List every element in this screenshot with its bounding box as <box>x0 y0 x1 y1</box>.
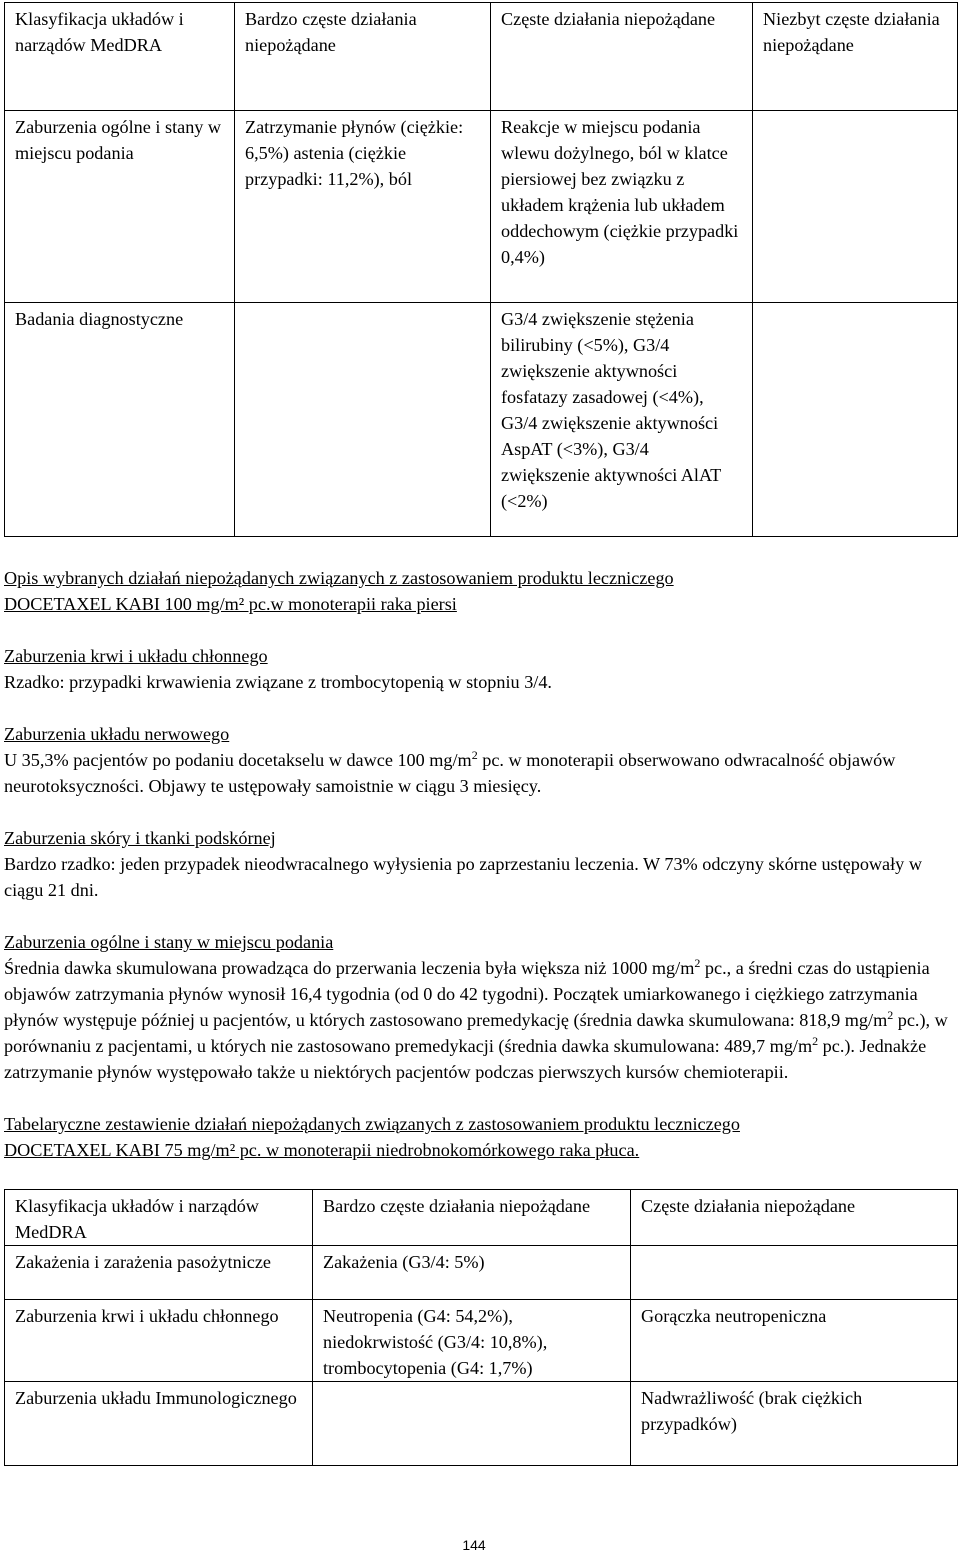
table-row <box>5 1300 958 1382</box>
text-span: pc.), w porównaniu z pacjentami, u których nie zastosowano premedykacji (średnia dawka skumulowana: 489,7 mg/m <box>4 1010 948 1056</box>
header-cell-soc: Klasyfikacja układów i narządów MedDRA <box>5 3 235 111</box>
intro-line-2: DOCETAXEL KABI 100 mg/m² pc.w monoterapii raka piersi <box>4 594 457 614</box>
superscript: 2 <box>812 1034 819 1048</box>
section-skin <box>4 825 956 903</box>
table-cell: Zakażenia i zarażenia pasożytnicze <box>5 1246 313 1300</box>
adverse-effects-table-100mg <box>4 2 958 537</box>
table2-title-line-1: Tabelaryczne zestawienie działań niepożądanych związanych z zastosowaniem produktu leczniczego <box>4 1114 740 1134</box>
table-cell: Reakcje w miejscu podania wlewu dożylnego, ból w klatce piersiowej bez związku z układem krążenia lub układem oddechowym (ciężkie przypadki 0,4%) <box>491 111 753 303</box>
table-cell: Zatrzymanie płynów (ciężkie: 6,5%) astenia (ciężkie przypadki: 11,2%), ból <box>235 111 491 303</box>
page-number: 144 <box>462 1537 486 1553</box>
table-cell: Zaburzenia krwi i układu chłonnego <box>5 1300 313 1382</box>
table-cell: Badania diagnostyczne <box>5 303 235 537</box>
header-cell-very-common: Bardzo częste działania niepożądane <box>235 3 491 111</box>
table-cell <box>753 303 958 537</box>
text-span: Średnia dawka skumulowana prowadząca do przerwania leczenia była większa niż 1000 mg/m <box>4 958 695 978</box>
table-row <box>5 1246 958 1300</box>
header-cell-common: Częste działania niepożądane <box>631 1190 958 1246</box>
table-cell <box>631 1246 958 1300</box>
table-cell <box>313 1382 631 1466</box>
section-heading: Zaburzenia krwi i układu chłonnego <box>4 646 268 666</box>
superscript: 2 <box>471 748 478 762</box>
table-cell <box>753 111 958 303</box>
table-cell: Zakażenia (G3/4: 5%) <box>313 1246 631 1300</box>
superscript: 2 <box>694 956 701 970</box>
text-span: pc.). Jednakże zatrzymanie płynów występowało także u niektórych pacjentów podczas pierwszych kursów chemioterapii. <box>4 1036 927 1082</box>
table2-title <box>4 1111 956 1163</box>
table-cell: Zaburzenia ogólne i stany w miejscu podania <box>5 111 235 303</box>
section-text: Rzadko: przypadki krwawienia związane z trombocytopenią w stopniu 3/4. <box>4 672 552 692</box>
section-blood <box>4 643 956 695</box>
table-row <box>5 303 958 537</box>
section-nervous <box>4 721 956 799</box>
text-span: pc. w monoterapii obserwowano odwracalność objawów neurotoksyczności. Objawy te ustępowały samoistnie w ciągu 3 miesięcy. <box>4 750 896 796</box>
table-row <box>5 111 958 303</box>
section-heading: Zaburzenia układu nerwowego <box>4 724 230 744</box>
table2-title-line-2: DOCETAXEL KABI 75 mg/m² pc. w monoterapii niedrobnokomórkowego raka płuca. <box>4 1140 640 1160</box>
section-heading: Zaburzenia ogólne i stany w miejscu podania <box>4 932 334 952</box>
section-text <box>4 955 956 1085</box>
header-cell-very-common: Bardzo częste działania niepożądane <box>313 1190 631 1246</box>
header-cell-uncommon: Niezbyt częste działania niepożądane <box>753 3 958 111</box>
table-cell <box>235 303 491 537</box>
table-header-row <box>5 3 958 111</box>
section-text <box>4 747 956 799</box>
intro-line-1: Opis wybranych działań niepożądanych związanych z zastosowaniem produktu leczniczego <box>4 568 674 588</box>
document-page <box>4 2 956 1466</box>
table-cell: Gorączka neutropeniczna <box>631 1300 958 1382</box>
table-cell: Zaburzenia układu Immunologicznego <box>5 1382 313 1466</box>
header-cell-common: Częste działania niepożądane <box>491 3 753 111</box>
text-span: pc., a średni czas do ustąpienia objawów zatrzymania płynów wynosił 16,4 tygodnia (od 0 do 42 tygodni). Początek umiarkowanego i ciężkiego zatrzymania płynów występuje później u pacjentów, u których zastosowano premedykację (średnia dawka skumulowana: 818,9 mg/m <box>4 958 930 1030</box>
superscript: 2 <box>887 1008 894 1022</box>
table-row <box>5 1382 958 1466</box>
text-span: U 35,3% pacjentów po podaniu docetakselu w dawce 100 mg/m <box>4 750 472 770</box>
table-cell: Neutropenia (G4: 54,2%), niedokrwistość (G3/4: 10,8%), trombocytopenia (G4: 1,7%) <box>313 1300 631 1382</box>
table-header-row <box>5 1190 958 1246</box>
section-heading: Zaburzenia skóry i tkanki podskórnej <box>4 828 276 848</box>
table-cell: G3/4 zwiększenie stężenia bilirubiny (<5%), G3/4 zwiększenie aktywności fosfatazy zasadowej (<4%), G3/4 zwiększenie aktywności AspAT (<3%), G3/4 zwiększenie aktywności AlAT (<2%) <box>491 303 753 537</box>
adverse-effects-table-75mg <box>4 1189 958 1466</box>
section-general <box>4 929 956 1085</box>
header-cell-soc: Klasyfikacja układów i narządów MedDRA <box>5 1190 313 1246</box>
section-text: Bardzo rzadko: jeden przypadek nieodwracalnego wyłysienia po zaprzestaniu leczenia. W 73% odczyny skórne ustępowały w ciągu 21 dni. <box>4 854 922 900</box>
intro-heading <box>4 565 956 617</box>
table-cell: Nadwrażliwość (brak ciężkich przypadków) <box>631 1382 958 1466</box>
